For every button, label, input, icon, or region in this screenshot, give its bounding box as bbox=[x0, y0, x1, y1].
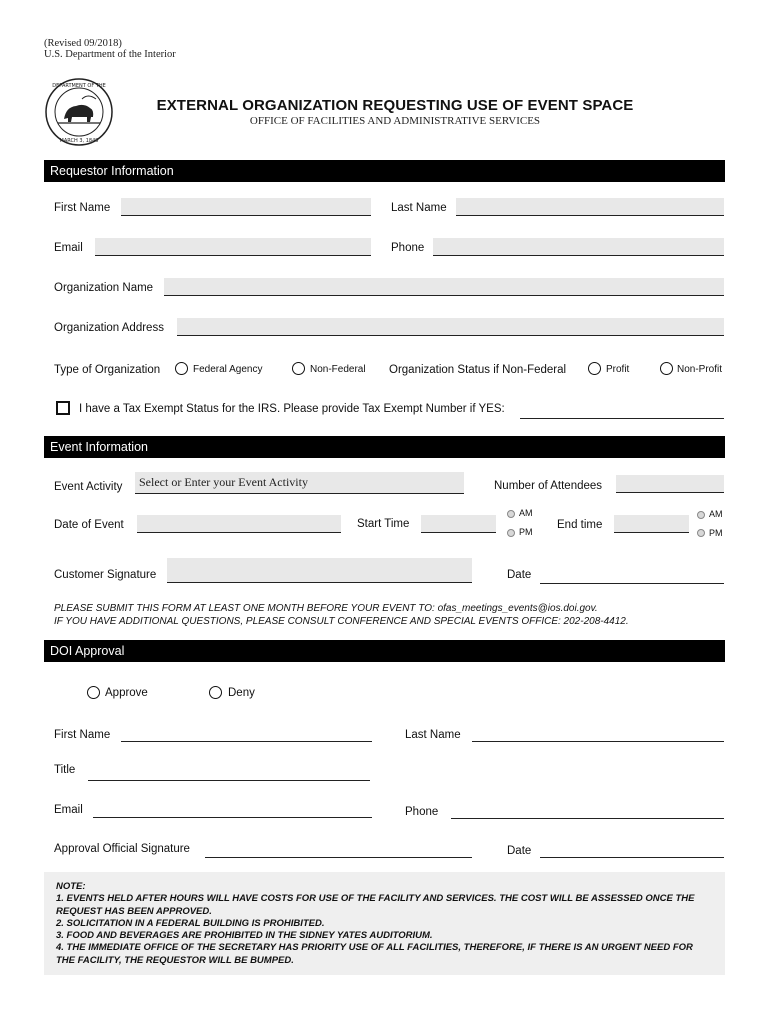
non-profit-label: Non-Profit bbox=[677, 364, 723, 375]
first-name-label: First Name bbox=[54, 202, 111, 214]
email-label: Email bbox=[54, 242, 83, 254]
attendees-input[interactable] bbox=[616, 475, 724, 493]
doi-seal-icon bbox=[44, 77, 114, 147]
approval-title-label: Title bbox=[54, 764, 76, 776]
note-item: 1. EVENTS HELD AFTER HOURS WILL HAVE COSTS FOR USE OF THE FACILITY AND SERVICES. THE COST WILL BE ASSESSED ONCE THE bbox=[56, 893, 695, 905]
instruction-line-1: PLEASE SUBMIT THIS FORM AT LEAST ONE MONTH BEFORE YOUR EVENT TO: ofas_meetings_events@ios.doi.gov. bbox=[54, 603, 598, 614]
event-activity-select[interactable]: Select or Enter your Event Activity bbox=[135, 472, 464, 494]
org-name-input[interactable] bbox=[164, 278, 724, 296]
customer-signature-label: Customer Signature bbox=[54, 569, 157, 581]
notes-box bbox=[44, 872, 725, 975]
approval-phone-input[interactable] bbox=[451, 817, 724, 819]
non-profit-radio[interactable] bbox=[660, 362, 673, 375]
non-federal-radio[interactable] bbox=[292, 362, 305, 375]
event-activity-label: Event Activity bbox=[54, 481, 123, 493]
signature-date-label: Date bbox=[507, 569, 532, 581]
event-date-label: Date of Event bbox=[54, 519, 124, 531]
note-item: THE FACILITY, THE REQUESTOR WILL BE BUMPED. bbox=[56, 954, 294, 966]
approval-title-input[interactable] bbox=[88, 779, 370, 781]
org-type-label: Type of Organization bbox=[54, 364, 161, 376]
svg-text:DEPARTMENT OF THE: DEPARTMENT OF THE bbox=[52, 83, 106, 89]
federal-agency-radio[interactable] bbox=[175, 362, 188, 375]
last-name-label: Last Name bbox=[391, 202, 447, 214]
notes-heading: NOTE: bbox=[56, 881, 86, 892]
form-title: EXTERNAL ORGANIZATION REQUESTING USE OF EVENT SPACE bbox=[156, 97, 634, 114]
approval-last-name-label: Last Name bbox=[405, 729, 461, 741]
attendees-label: Number of Attendees bbox=[494, 480, 603, 492]
deny-radio[interactable] bbox=[209, 686, 222, 699]
start-am-label: AM bbox=[519, 508, 533, 518]
approval-date-input[interactable] bbox=[540, 856, 724, 858]
customer-signature-input[interactable] bbox=[167, 558, 472, 583]
approval-last-name-input[interactable] bbox=[472, 740, 724, 742]
org-name-label: Organization Name bbox=[54, 282, 154, 294]
org-status-label: Organization Status if Non-Federal bbox=[389, 364, 567, 376]
org-address-label: Organization Address bbox=[54, 322, 164, 334]
approve-label: Approve bbox=[105, 687, 148, 699]
approval-email-label: Email bbox=[54, 804, 83, 816]
org-address-input[interactable] bbox=[177, 318, 724, 336]
first-name-input[interactable] bbox=[121, 198, 371, 216]
department-name: U.S. Department of the Interior bbox=[44, 49, 176, 60]
end-time-input[interactable] bbox=[614, 515, 689, 533]
note-item: 4. THE IMMEDIATE OFFICE OF THE SECRETARY HAS PRIORITY USE OF ALL FACILITIES, THEREFORE, IF THERE IS AN URGENT NEED FOR bbox=[56, 942, 693, 954]
svg-text:MARCH 3, 1849: MARCH 3, 1849 bbox=[59, 138, 99, 144]
deny-label: Deny bbox=[228, 687, 255, 699]
profit-label: Profit bbox=[606, 364, 630, 375]
start-pm-radio[interactable] bbox=[507, 529, 515, 537]
approval-first-name-label: First Name bbox=[54, 729, 111, 741]
approval-signature-input[interactable] bbox=[205, 856, 472, 858]
end-am-radio[interactable] bbox=[697, 511, 705, 519]
tax-exempt-label: I have a Tax Exempt Status for the IRS. Please provide Tax Exempt Number if YES: bbox=[79, 403, 505, 415]
profit-radio[interactable] bbox=[588, 362, 601, 375]
requestor-section-header: Requestor Information bbox=[44, 160, 725, 182]
start-time-input[interactable] bbox=[421, 515, 496, 533]
note-item: 2. SOLICITATION IN A FEDERAL BUILDING IS PROHIBITED. bbox=[56, 917, 325, 929]
approval-first-name-input[interactable] bbox=[121, 740, 372, 742]
end-time-label: End time bbox=[557, 519, 603, 531]
approval-signature-label: Approval Official Signature bbox=[54, 843, 190, 855]
end-am-label: AM bbox=[709, 509, 723, 519]
end-pm-label: PM bbox=[709, 528, 723, 538]
revised-date: (Revised 09/2018) bbox=[44, 38, 122, 49]
end-pm-radio[interactable] bbox=[697, 529, 705, 537]
last-name-input[interactable] bbox=[456, 198, 724, 216]
approval-phone-label: Phone bbox=[405, 806, 439, 818]
non-federal-label: Non-Federal bbox=[310, 364, 366, 375]
approval-section-header: DOI Approval bbox=[44, 640, 725, 662]
signature-date-input[interactable] bbox=[540, 582, 724, 584]
note-item: REQUEST HAS BEEN APPROVED. bbox=[56, 905, 212, 917]
note-item: 3. FOOD AND BEVERAGES ARE PROHIBITED IN THE SIDNEY YATES AUDITORIUM. bbox=[56, 930, 433, 942]
approval-email-input[interactable] bbox=[93, 816, 372, 818]
phone-label: Phone bbox=[391, 242, 425, 254]
approve-radio[interactable] bbox=[87, 686, 100, 699]
instruction-line-2: IF YOU HAVE ADDITIONAL QUESTIONS, PLEASE CONSULT CONFERENCE AND SPECIAL EVENTS OFFICE: 202-208-4412. bbox=[54, 616, 629, 627]
form-subtitle: OFFICE OF FACILITIES AND ADMINISTRATIVE SERVICES bbox=[249, 115, 541, 127]
tax-exempt-checkbox[interactable] bbox=[56, 401, 70, 415]
event-date-input[interactable] bbox=[137, 515, 341, 533]
email-input[interactable] bbox=[95, 238, 371, 256]
start-am-radio[interactable] bbox=[507, 510, 515, 518]
phone-input[interactable] bbox=[433, 238, 724, 256]
tax-exempt-number-input[interactable] bbox=[520, 417, 724, 419]
federal-agency-label: Federal Agency bbox=[193, 364, 263, 375]
start-time-label: Start Time bbox=[357, 518, 410, 530]
approval-date-label: Date bbox=[507, 845, 532, 857]
event-section-header: Event Information bbox=[44, 436, 725, 458]
start-pm-label: PM bbox=[519, 527, 533, 537]
